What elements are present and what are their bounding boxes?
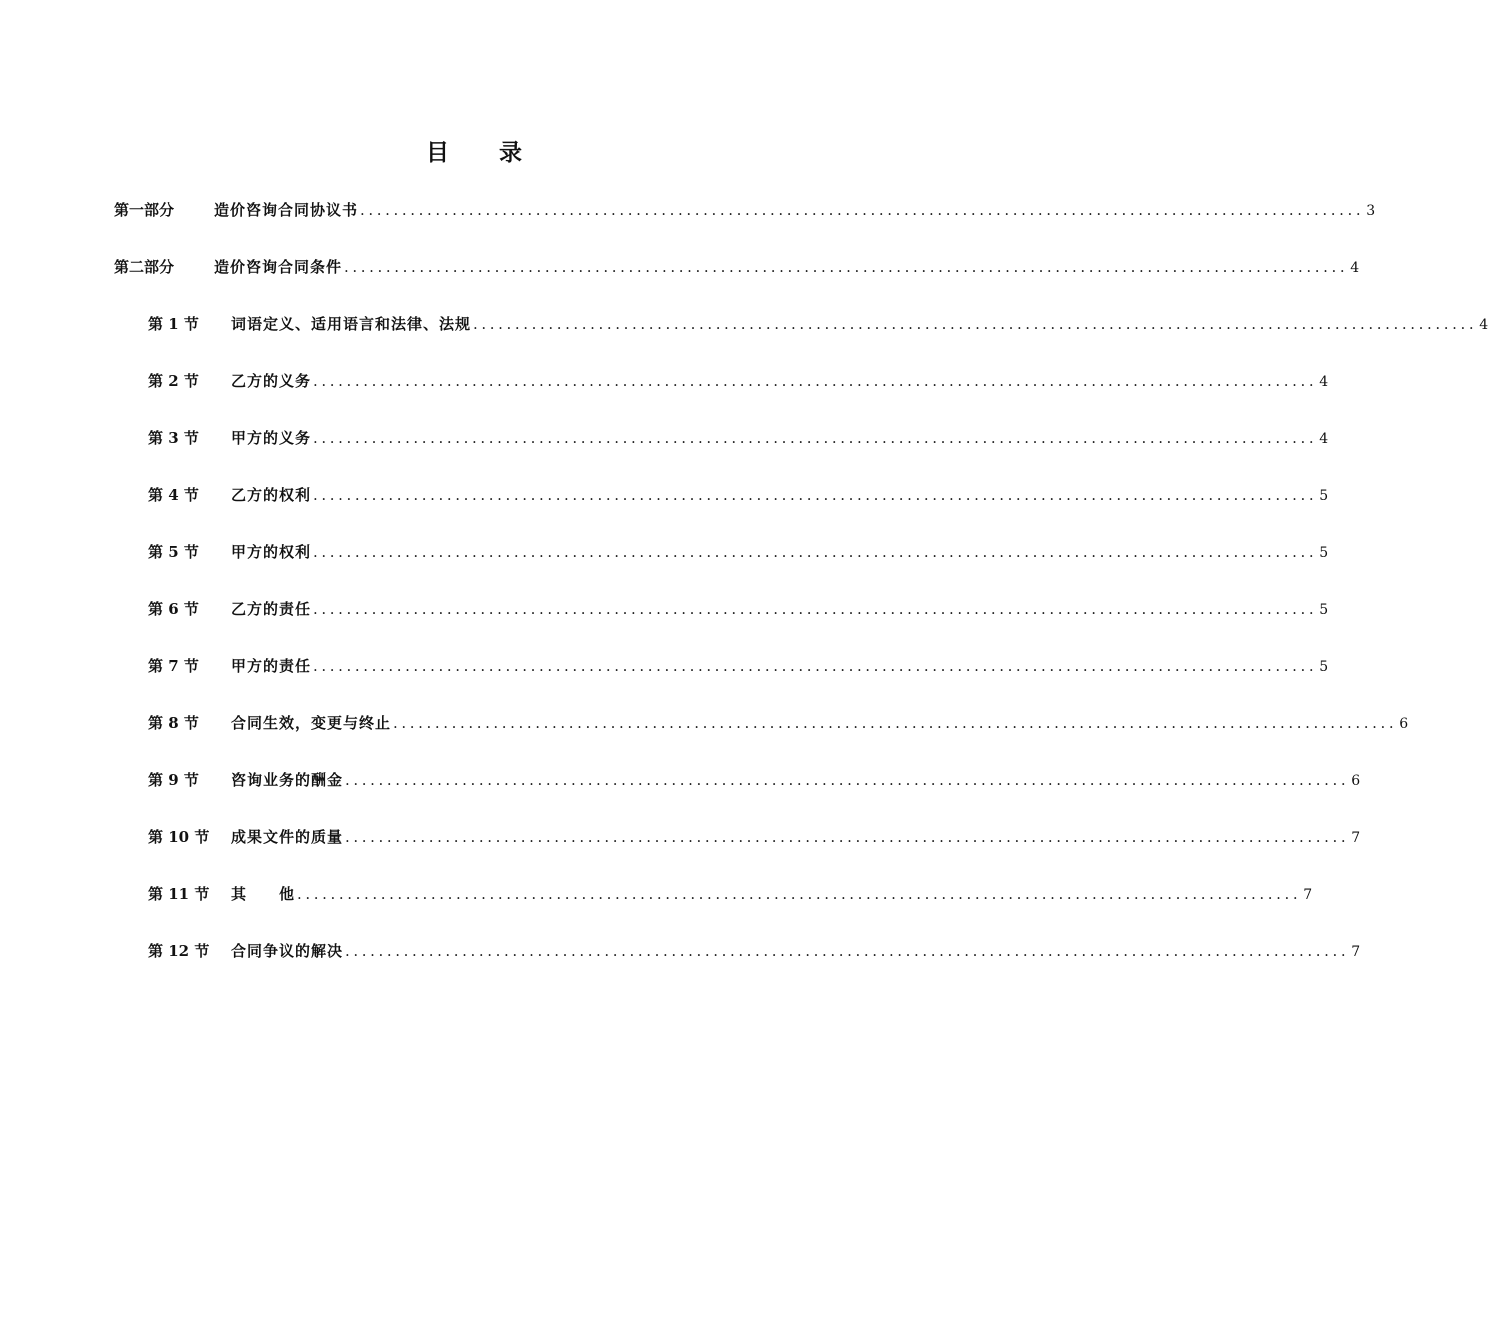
toc-leader-dots: ........................................................................................................................ (313, 657, 1318, 675)
toc-title (0, 134, 950, 167)
toc-entry-number: 第 8 节 (148, 714, 199, 732)
toc-entry-page: 5 (1319, 488, 1329, 504)
toc-entry-part-1[interactable] (114, 198, 1376, 222)
toc-entry-title: 成果文件的质量 (231, 828, 344, 846)
toc-entry-page: 4 (1319, 431, 1329, 447)
toc-entry-title: 甲方的责任 (231, 657, 312, 675)
toc-entry-page: 4 (1319, 374, 1329, 390)
toc-entry-title: 合同生效，变更与终止 (231, 714, 392, 732)
toc-entry-page: 5 (1319, 602, 1329, 618)
toc-entry-number: 第 7 节 (148, 657, 199, 675)
toc-entry-number: 第 9 节 (148, 771, 199, 789)
toc-entry-page: 7 (1351, 944, 1361, 960)
toc-entry-number: 第二部分 (114, 258, 175, 276)
toc-entry-page: 5 (1319, 545, 1329, 561)
toc-leader-dots: ........................................................................................................................ (345, 828, 1350, 846)
toc-leader-dots: ........................................................................................................................ (360, 201, 1365, 219)
toc-entry-section-7[interactable] (148, 654, 1329, 678)
toc-entry-title: 乙方的责任 (231, 600, 312, 618)
toc-entry-number: 第 4 节 (148, 486, 199, 504)
toc-entry-title: 其 他 (231, 885, 296, 903)
toc-entry-number: 第一部分 (114, 201, 175, 219)
toc-entry-title: 甲方的义务 (231, 429, 312, 447)
toc-entry-page: 6 (1399, 716, 1409, 732)
toc-entry-title: 咨询业务的酬金 (231, 771, 344, 789)
toc-entry-section-8[interactable] (148, 711, 1409, 735)
toc-entry-section-5[interactable] (148, 540, 1329, 564)
toc-title-char-1: 目 (426, 139, 451, 166)
toc-entry-title: 乙方的义务 (231, 372, 312, 390)
toc-leader-dots: ........................................................................................................................ (345, 942, 1350, 960)
toc-entry-number: 第 1 节 (148, 315, 199, 333)
toc-entry-number: 第 2 节 (148, 372, 199, 390)
toc-entry-number: 第 11 节 (148, 885, 210, 903)
toc-leader-dots: ........................................................................................................................ (313, 543, 1318, 561)
toc-title-char-2: 录 (499, 139, 524, 166)
toc-leader-dots: ........................................................................................................................ (344, 258, 1349, 276)
toc-entry-page: 7 (1351, 830, 1361, 846)
toc-entry-title: 乙方的权利 (231, 486, 312, 504)
toc-entry-number: 第 3 节 (148, 429, 199, 447)
toc-entry-page: 4 (1479, 317, 1488, 333)
toc-entry-section-2[interactable] (148, 369, 1329, 393)
toc-entry-section-3[interactable] (148, 426, 1329, 450)
toc-entry-number: 第 6 节 (148, 600, 199, 618)
toc-entry-title: 造价咨询合同协议书 (214, 201, 359, 219)
toc-entry-section-10[interactable] (148, 825, 1361, 849)
toc-entry-page: 5 (1319, 659, 1329, 675)
toc-entry-page: 3 (1366, 203, 1376, 219)
toc-entry-title: 合同争议的解决 (231, 942, 344, 960)
toc-entry-section-6[interactable] (148, 597, 1329, 621)
toc-entry-title: 词语定义、适用语言和法律、法规 (231, 315, 472, 333)
toc-entry-number: 第 10 节 (148, 828, 210, 846)
toc-entry-title: 造价咨询合同条件 (214, 258, 343, 276)
toc-leader-dots: ........................................................................................................................ (313, 372, 1318, 390)
toc-entry-page: 4 (1350, 260, 1360, 276)
toc-leader-dots: ........................................................................................................................ (313, 600, 1318, 618)
toc-entry-title: 甲方的权利 (231, 543, 312, 561)
toc-entry-section-4[interactable] (148, 483, 1329, 507)
toc-leader-dots: ........................................................................................................................ (313, 486, 1318, 504)
toc-entry-section-9[interactable] (148, 768, 1361, 792)
toc-entry-section-11[interactable] (148, 882, 1313, 906)
toc-entry-page: 6 (1351, 773, 1361, 789)
toc-leader-dots: ........................................................................................................................ (313, 429, 1318, 447)
toc-entry-section-1[interactable] (148, 312, 1488, 336)
toc-entry-number: 第 12 节 (148, 942, 210, 960)
toc-entry-number: 第 5 节 (148, 543, 199, 561)
toc-entry-section-12[interactable] (148, 939, 1361, 963)
toc-leader-dots: ........................................................................................................................ (393, 714, 1398, 732)
toc-entry-page: 7 (1303, 887, 1313, 903)
toc-leader-dots: ........................................................................................................................ (297, 885, 1302, 903)
toc-leader-dots: ........................................................................................................................ (345, 771, 1350, 789)
toc-entry-part-2[interactable] (114, 255, 1360, 279)
toc-leader-dots: ........................................................................................................................ (473, 315, 1478, 333)
